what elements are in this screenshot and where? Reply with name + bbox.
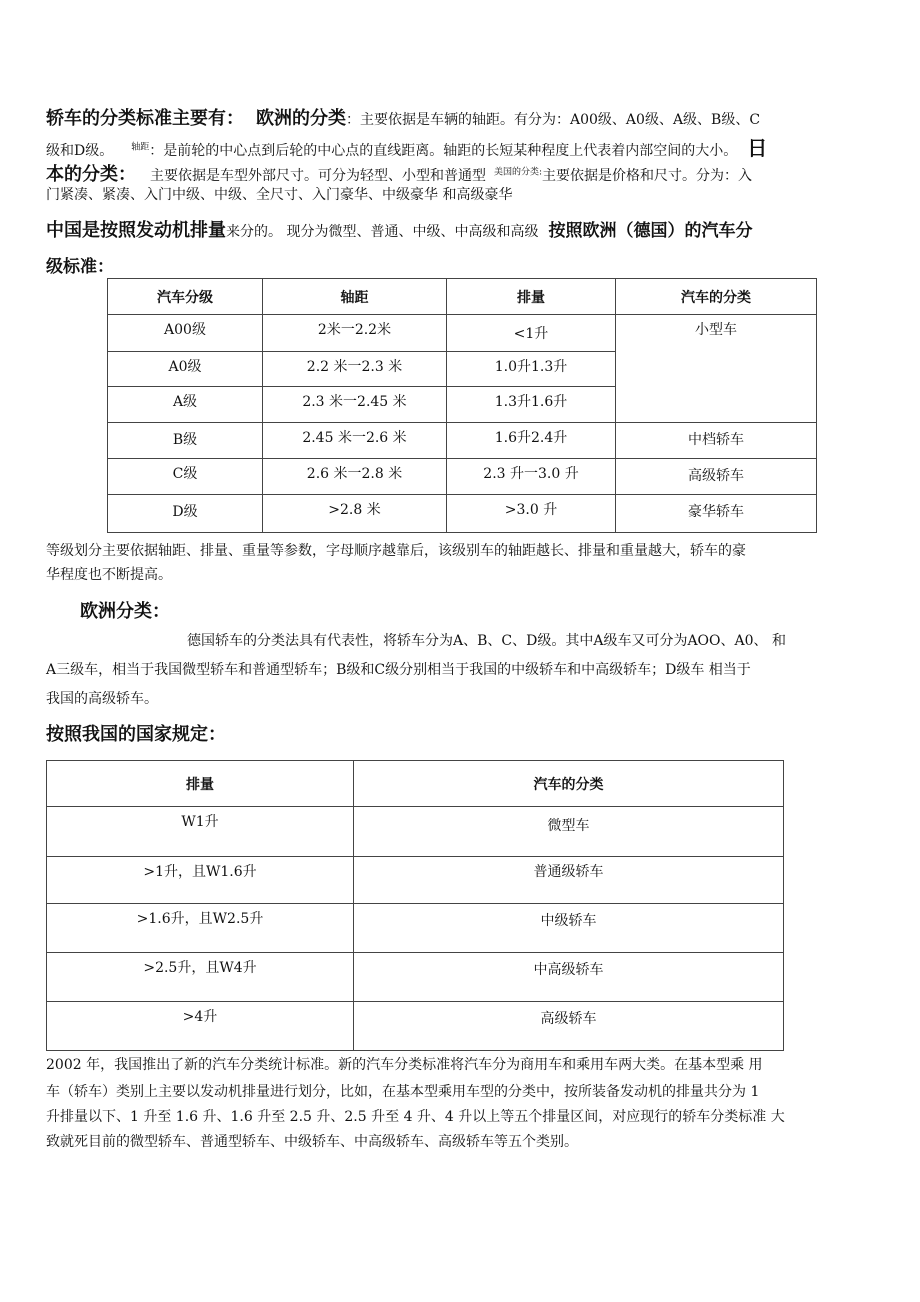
table-header-row [108,279,817,315]
header-displacement: 排量 [47,761,354,807]
china-text: 来分的。 现分为微型、普通、中级、中高级和高级 [226,224,539,240]
us-text-cont: 门紧凑、紧凑、入门中级、中级、全尺寸、入门豪华、中级豪华 和高级豪华 [46,187,513,203]
europe-standard-heading: 按照欧洲（德国）的汽车分 [548,221,753,241]
china-heading: 中国是按照发动机排量 [46,220,226,241]
table-row [47,904,784,953]
europe-standard-heading-cont: 级标准： [46,257,114,277]
displacement-cell: >1升，且W1.6升 [47,857,354,904]
table-row [108,423,817,459]
grade-cell: C级 [108,459,263,495]
grade-cell: A级 [108,387,263,423]
europe-text-cont: 级和D级。 [46,143,114,159]
japan-text: 主要依据是车型外部尺寸。可分为轻型、小型和普通型 [150,168,486,184]
header-class: 汽车的分类 [354,761,784,807]
class-cell-merged: 小型车 [616,315,817,423]
intro-line-1 [46,104,760,130]
class-cell: 普通级轿车 [354,857,784,904]
displacement-cell: <1升 [447,315,616,352]
europe-text: ：主要依据是车辆的轴距。有分为：A00级、A0级、A级、B级、C [346,112,761,128]
class-cell: 微型车 [354,807,784,857]
japan-heading-start: 日 [747,136,768,160]
class-cell: 高级轿车 [616,459,817,495]
class-cell: 豪华轿车 [616,495,817,533]
para1-line-2: 华程度也不断提高。 [46,567,172,583]
table-row [108,315,817,352]
header-grade: 汽车分级 [108,279,263,315]
us-label: 美国的分类: [494,167,543,178]
header-displacement: 排量 [447,279,616,315]
wheelbase-cell: >2.8 米 [263,495,447,533]
table-row [47,953,784,1002]
europe-class-table [107,278,817,533]
wheelbase-label: 轴距 [131,142,150,153]
grade-cell: D级 [108,495,263,533]
grade-cell: A0级 [108,352,263,387]
para1-line-1: 等级划分主要依据轴距、排量、重量等参数，字母顺序越靠后，该级别车的轴距越长、排量和重量越大，轿车的豪 [46,543,746,559]
displacement-cell: 1.3升1.6升 [447,387,616,423]
us-text: 主要依据是价格和尺寸。分为：入 [542,168,753,184]
wheelbase-cell: 2.45 米一2.6 米 [263,423,447,459]
wheelbase-def: ：是前轮的中心点到后轮的中心点的直线距离。轴距的长短某种程度上代表着内部空间的大小。 [149,143,738,159]
europe-section-heading: 欧洲分类： [80,601,170,622]
table-row [47,1002,784,1051]
table-row [108,459,817,495]
europe-standard-line-2 [46,252,114,277]
displacement-cell: 1.6升2.4升 [447,423,616,459]
para2-line-2: 车（轿车）类别上主要以发动机排量进行划分，比如，在基本型乘用车型的分类中，按所装备发动机的排量共分为 1 [46,1084,760,1100]
table-row [108,495,817,533]
japan-heading: 本的分类： [46,164,136,185]
table-header-row [47,761,784,807]
displacement-cell: 1.0升1.3升 [447,352,616,387]
class-cell: 中高级轿车 [354,953,784,1002]
wheelbase-cell: 2.6 米一2.8 米 [263,459,447,495]
intro-line-4 [46,184,512,204]
para2-line-1: 2002 年，我国推出了新的汽车分类统计标准。新的汽车分类标准将汽车分为商用车和乘用车两大类。在基本型乘 用 [46,1057,763,1073]
para2-line-3: 升排量以下、1 升至 1.6 升、1.6 升至 2.5 升、2.5 升至 4 升、4 升以上等五个排量区间，对应现行的轿车分类标准 大 [46,1109,785,1125]
displacement-cell: W1升 [47,807,354,857]
intro-line-3 [46,160,752,186]
intro-line-2 [46,132,767,161]
wheelbase-cell: 2.3 米一2.45 米 [263,387,447,423]
europe-section-line-2: A三级车，相当于我国微型轿车和普通型轿车；B级和C级分别相当于我国的中级轿车和中高级轿车；D级车 相当于 [46,662,751,678]
wheelbase-cell: 2米一2.2米 [263,315,447,352]
displacement-cell: >3.0 升 [447,495,616,533]
displacement-cell: >1.6升，且W2.5升 [47,904,354,953]
class-cell: 中档轿车 [616,423,817,459]
europe-heading: 欧洲的分类 [256,108,346,129]
table-row [47,807,784,857]
displacement-cell: >2.5升，且W4升 [47,953,354,1002]
para2-line-4: 致就死目前的微型轿车、普通型轿车、中级轿车、中高级轿车、高级轿车等五个类别。 [46,1134,578,1150]
table-row [47,857,784,904]
displacement-cell: >4升 [47,1002,354,1051]
china-line [46,216,752,242]
national-class-table [46,760,784,1051]
header-wheelbase: 轴距 [263,279,447,315]
wheelbase-cell: 2.2 米一2.3 米 [263,352,447,387]
grade-cell: B级 [108,423,263,459]
europe-section-line-3: 我国的高级轿车。 [46,691,158,707]
class-cell: 中级轿车 [354,904,784,953]
displacement-cell: 2.3 升一3.0 升 [447,459,616,495]
europe-section-line-1: 德国轿车的分类法具有代表性，将轿车分为A、B、C、D级。其中A级车又可分为AOO、A0、 和 [187,633,786,649]
header-class: 汽车的分类 [616,279,817,315]
national-heading: 按照我国的国家规定： [46,724,226,745]
class-cell: 高级轿车 [354,1002,784,1051]
intro-title: 轿车的分类标准主要有： [46,108,244,129]
grade-cell: A00级 [108,315,263,352]
